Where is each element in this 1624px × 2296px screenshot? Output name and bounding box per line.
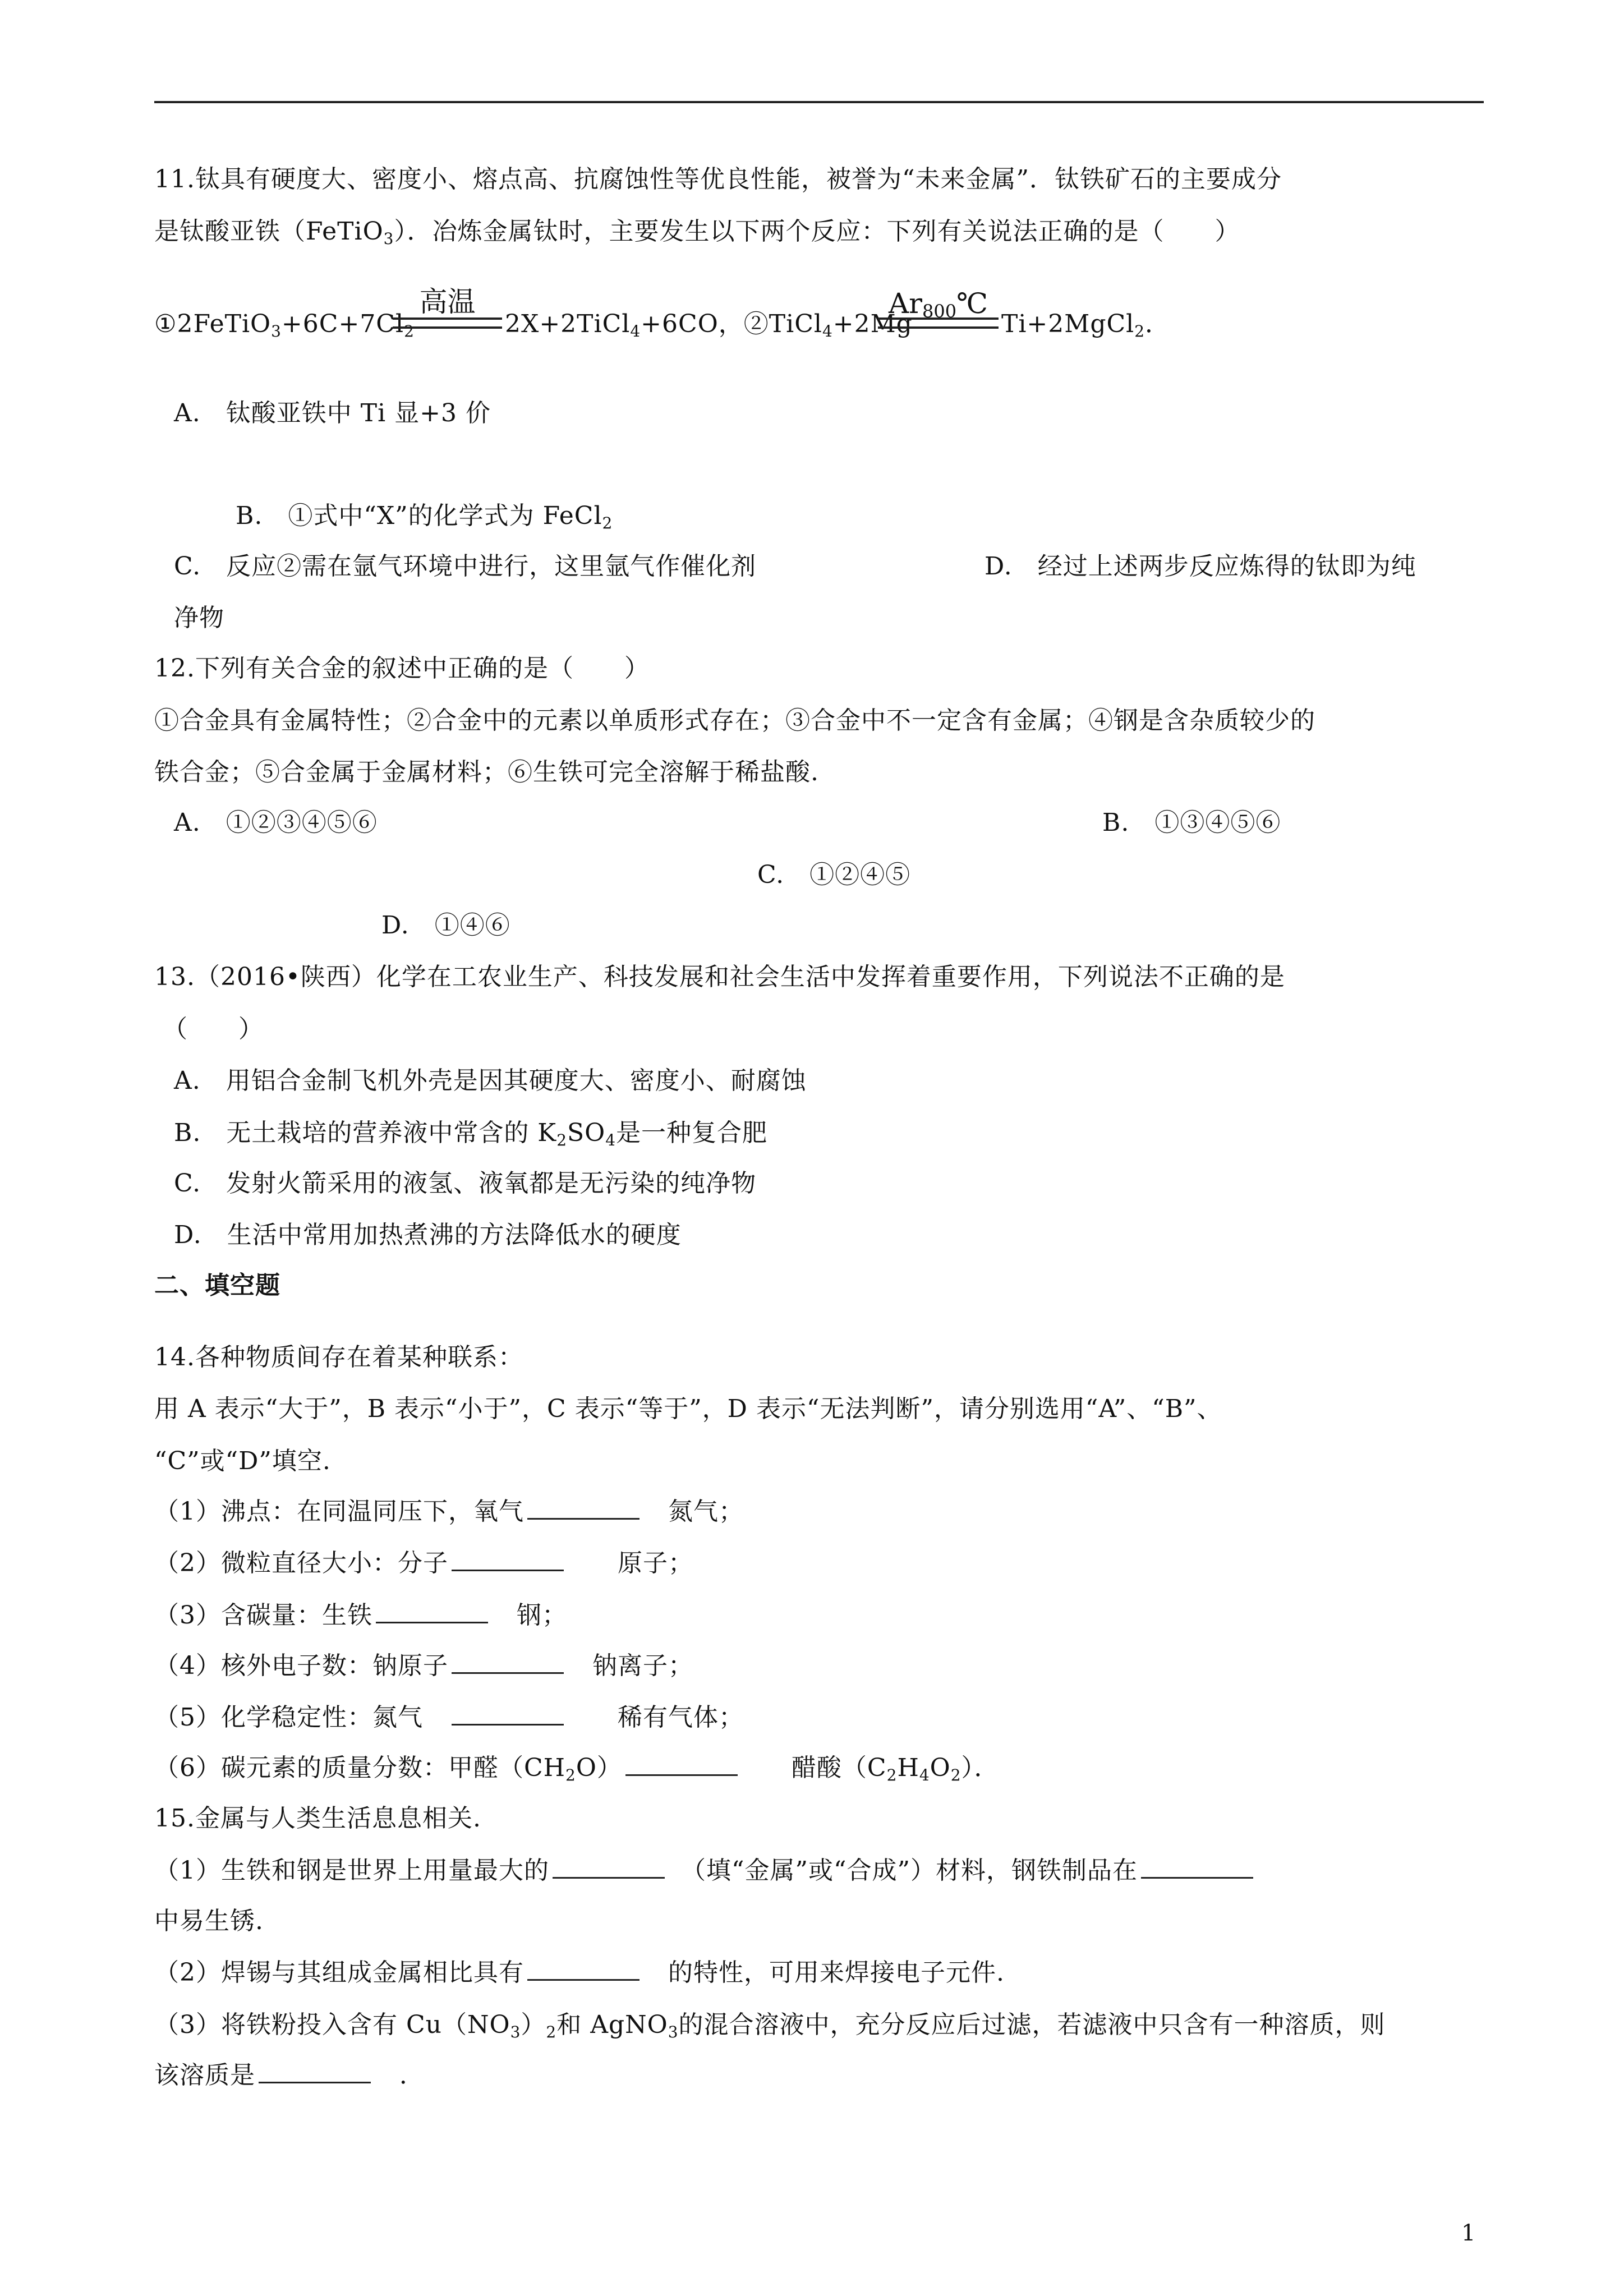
q13-stem: 13.（2016•陕西）化学在工农业生产、科技发展和社会生活中发挥着重要作用，下列说法不正确的是: [154, 963, 1285, 991]
q12-option-b: B. ①③④⑤⑥: [1102, 808, 1281, 837]
q15-item-3: （3）将铁粉投入含有 $Cu(NO_3)_2$和 AgNO$_3$的混合溶液中，充分反应后过滤，若滤液中只含有一种溶质，则: [154, 2010, 1386, 2041]
q13-stem-cont: （ ）: [163, 1015, 264, 1043]
header-rule: [154, 101, 1484, 103]
q15-stem: 15.金属与人类生活息息相关.: [154, 1804, 481, 1833]
q11-stem-line-1: 11.钛具有硬度大、密度小、熔点高、抗腐蚀性等优良性能，被誉为“未来金属”．钛铁矿石的主要成分: [154, 165, 1282, 194]
q12-line-1: ①合金具有金属特性；②合金中的元素以单质形式存在；③合金中不一定含有金属；④钢是含杂质较少的: [154, 706, 1315, 735]
section-title: 二、填空题: [154, 1271, 280, 1300]
q14-item-1: （1）沸点：在同温同压下，氧气 氮气；: [154, 1497, 744, 1526]
page-number: 1: [1461, 2220, 1476, 2246]
answer-blank[interactable]: [527, 1497, 640, 1520]
q14-line-2: “C”或“D”填空.: [154, 1447, 331, 1475]
q11-stem-line-2: 是钛酸亚铁（FeTiO$_3$）．冶炼金属钛时，主要发生以下两个反应：下列有关说法正确的是（ ）: [154, 217, 1240, 248]
q14-line-1: 用 A 表示“大于”，B 表示“小于”，C 表示“等于”，D 表示“无法判断”，请分别选用“A”、“B”、: [154, 1395, 1222, 1423]
answer-blank[interactable]: [553, 1856, 665, 1879]
q12-option-a: A. ①②③④⑤⑥: [174, 808, 378, 837]
q15-item-2: （2）焊锡与其组成金属相比具有 的特性，可用来焊接电子元件.: [154, 1958, 1005, 1987]
q15-item-3-cont: 该溶质是 ．: [154, 2061, 425, 2090]
answer-blank[interactable]: [452, 1651, 564, 1674]
q12-line-2: 铁合金；⑤合金属于金属材料；⑥生铁可完全溶解于稀盐酸.: [154, 758, 819, 786]
answer-blank[interactable]: [376, 1600, 488, 1623]
eq2-condition-arrow: $Ar_{800}℃$: [878, 272, 999, 337]
q14-stem: 14.各种物质间存在着某种联系：: [154, 1343, 523, 1372]
answer-blank[interactable]: [452, 1703, 564, 1726]
q11-equation-end: Ti+2MgCl$_2$．: [1001, 310, 1171, 341]
q11-option-d-cont: 净物: [174, 604, 224, 632]
answer-blank[interactable]: [527, 1958, 640, 1981]
answer-blank[interactable]: [625, 1753, 738, 1776]
q12-option-d: D. ①④⑥: [381, 911, 510, 940]
q14-item-4: （4）核外电子数：钠原子 钠离子；: [154, 1651, 693, 1680]
eq1-condition-arrow: 高温: [393, 275, 502, 337]
q13-option-b: B. 无土栽培的营养液中常含的 $K_2SO_4$是一种复合肥: [174, 1119, 768, 1149]
q11-option-b: B. ①式中“X”的化学式为 FeCl$_2$: [236, 501, 613, 532]
q13-option-a: A. 用铝合金制飞机外壳是因其硬度大、密度小、耐腐蚀: [174, 1066, 807, 1095]
q13-option-c: C. 发射火箭采用的液氢、液氧都是无污染的纯净物: [174, 1169, 757, 1198]
q15-item-1: （1）生铁和钢是世界上用量最大的 （填“金属”或“合成”）材料，钢铁制品在: [154, 1854, 1257, 1888]
q14-item-6: （6）碳元素的质量分数：甲醛$(CH_2O)$ 醋酸$(C_2H_4O_2)$．: [154, 1754, 1000, 1784]
q12-option-c: C. ①②④⑤: [757, 861, 911, 889]
q11-option-a: A. 钛酸亚铁中 Ti 显+3 价: [174, 399, 491, 427]
q13-option-d: D. 生活中常用加热煮沸的方法降低水的硬度: [174, 1221, 682, 1249]
q11-equations: $①2FeTiO_3+6C+7Cl_2$: [154, 310, 415, 341]
q11-option-d: D. 经过上述两步反应炼得的钛即为纯: [984, 552, 1416, 581]
q12-stem: 12.下列有关合金的叙述中正确的是（ ）: [154, 654, 650, 683]
answer-blank[interactable]: [1141, 1856, 1253, 1879]
answer-blank[interactable]: [452, 1548, 564, 1571]
q14-item-5: （5）化学稳定性：氮气 稀有气体；: [154, 1703, 744, 1732]
q11-option-c: C. 反应②需在氩气环境中进行，这里氩气作催化剂: [174, 552, 757, 581]
q15-item-1-cont: 中易生锈.: [154, 1907, 264, 1935]
q14-item-3: （3）含碳量：生铁 钢；: [154, 1601, 567, 1630]
q14-item-2: （2）微粒直径大小：分子 原子；: [154, 1549, 693, 1577]
answer-blank[interactable]: [259, 2060, 371, 2083]
q11-equation-middle: 2X+2TiCl$_4$+6CO，②TiCl$_4$+2Mg: [505, 310, 913, 341]
